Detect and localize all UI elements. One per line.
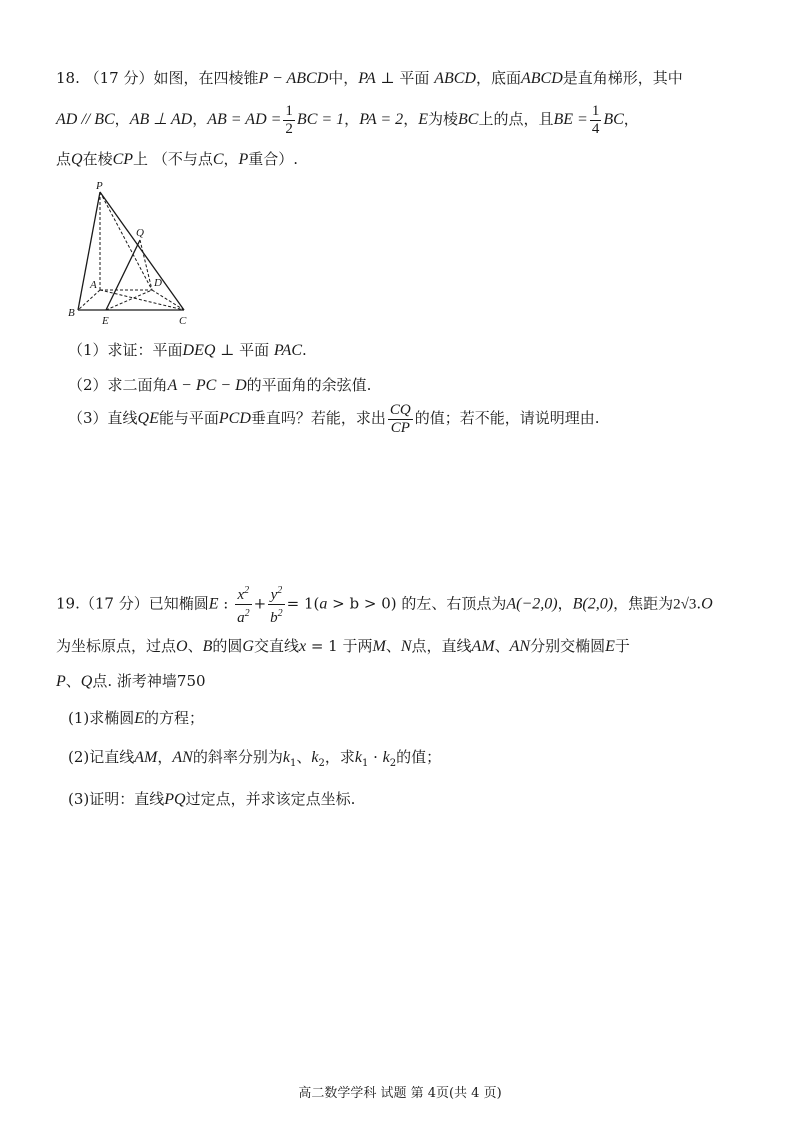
edge-pb [78,192,100,310]
edge-ed [106,290,152,310]
q19-part-2: (2)记直线AM，AN的斜率分别为$k_1$、$k_2$，求$k_1 \cdot k_2$的值； [68,748,442,769]
q19-part-3: (3)证明：直线PQ过定点，并求该定点坐标. [68,790,356,808]
fraction-x2-a2: $\frac{x^2}{a^2}$ [235,582,252,627]
edge-pc [100,192,184,310]
q18-number: 18. [56,69,80,87]
edge-dc [152,290,184,310]
q18-part-3: （3）直线QE能与平面PCD垂直吗？若能，求出 $\frac{CQ}{CP}$ 的值；若不能，请说明理由. [68,401,600,436]
q18-part-1: （1）求证：平面DEQ ⊥ 平面 PAC. [68,341,307,359]
q18-part-2: （2）求二面角A − PC − D的平面角的余弦值. [68,376,372,394]
fraction-one-quarter: $\frac{1}{4}$ [591,102,600,137]
label-e: E [102,315,109,327]
pyramid-figure [62,180,202,328]
q19-line-2: 为坐标原点，过点O、B的圆G交直线x = 1 于两M、N点，直线AM、AN分别交椭圆E于 [56,637,630,655]
fraction-cq-cp: $\frac{CQ}{CP}$ [389,401,411,436]
q18-line-3: 点Q在棱CP上 （不与点C，P重合）. [56,150,299,168]
edge-pd [100,192,152,290]
fraction-y2-b2: $\frac{y^2}{b^2}$ [268,582,285,627]
q18-line-2: AD // BC，AB ⊥ AD，AB = AD = $\frac{1}{2}$ BC = 1，PA = 2，E为棱BC上的点，且BE = $\frac{1}{4}$ BC， [56,102,639,137]
edge-eq [106,240,140,310]
q18-line-1: 18. （17 分）如图，在四棱锥P − ABCD中，PA ⊥ 平面 ABCD，底面ABCD是直角梯形，其中 [56,69,683,87]
q19-line-1: 19.（17 分）已知椭圆E : $\frac{x^2}{a^2}$ + $\frac{y^2}{b^2}$ = 1(a > b > 0) 的左、右顶点为A(−2,0)，B(2,0)，焦距为2√3.O [56,582,713,627]
page-footer: 高二数学学科 试题 第 4页(共 4 页) [298,1086,502,1101]
fraction-one-half: $\frac{1}{2}$ [285,102,293,137]
label-c: C [179,315,187,327]
label-q: Q [136,227,144,239]
q18-score: （17 分） [84,69,154,87]
label-b: B [68,307,75,319]
label-p: P [96,180,103,192]
edge-qd [140,240,152,290]
label-d: D [154,277,162,289]
q19-line-3: P、Q点. 浙考神墙750 [56,672,206,690]
q19-part-1: (1)求椭圆E的方程； [68,709,205,727]
label-a: A [90,279,97,291]
